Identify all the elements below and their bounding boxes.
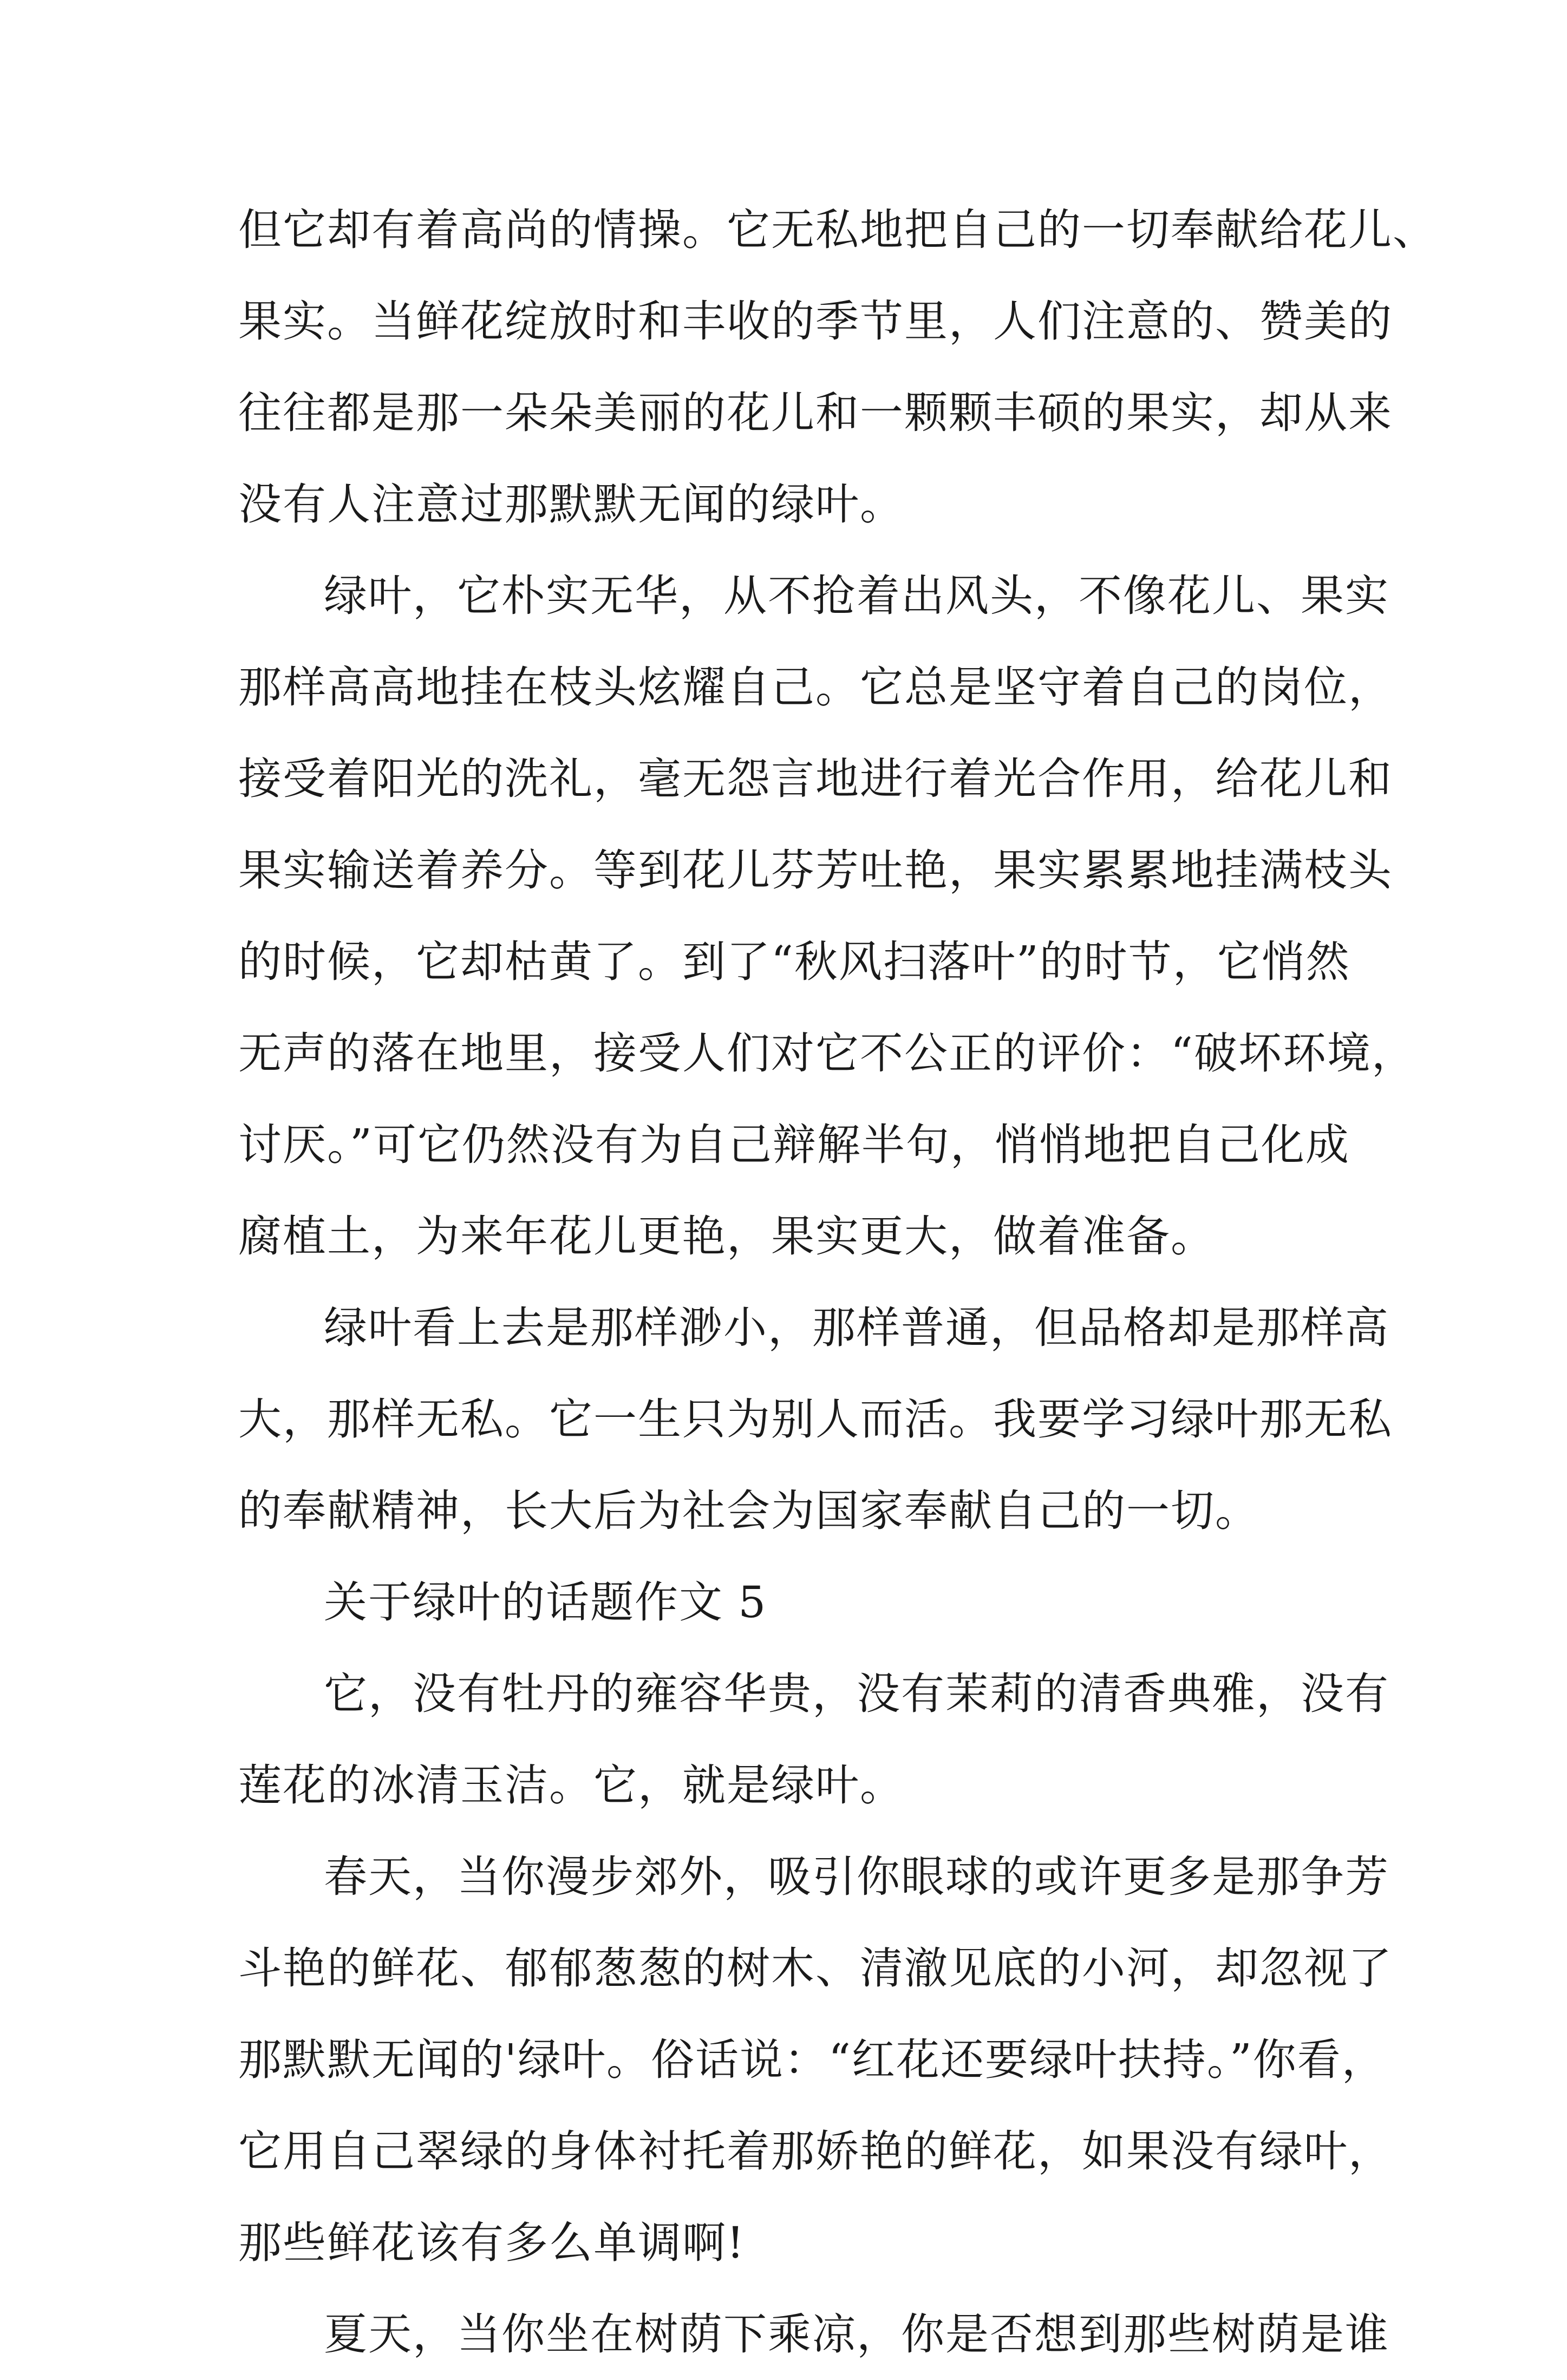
text-line: 绿叶，它朴实无华，从不抢着出风头，不像花儿、果实: [324, 571, 1389, 621]
text-line: 接受着阳光的洗礼，毫无怨言地进行着光合作用，给花儿和: [238, 754, 1393, 804]
text-line: 的时候，它却枯黄了。到了“秋风扫落叶”的时节，它悄然: [238, 937, 1350, 987]
text-line: 往往都是那一朵朵美丽的花儿和一颗颗丰硕的果实，却从来: [238, 388, 1393, 438]
text-line: 没有人注意过那默默无闻的绿叶。: [238, 479, 904, 529]
text-line: 果实输送着养分。等到花儿芬芳吐艳，果实累累地挂满枝头: [238, 845, 1393, 895]
text-line: 那样高高地挂在枝头炫耀自己。它总是坚守着自己的岗位，: [238, 662, 1393, 712]
text-line: 的奉献精神，长大后为社会为国家奉献自己的一切。: [238, 1486, 1259, 1536]
text-line: 讨厌。”可它仍然没有为自己辩解半句，悄悄地把自己化成: [238, 1120, 1350, 1170]
text-line: 莲花的冰清玉洁。它，就是绿叶。: [238, 1760, 904, 1810]
text-line: 那些鲜花该有多么单调啊!: [238, 2218, 746, 2268]
text-line: 果实。当鲜花绽放时和丰收的季节里，人们注意的、赞美的: [238, 296, 1393, 346]
text-line: 绿叶看上去是那样渺小，那样普通，但品格却是那样高: [324, 1303, 1389, 1353]
text-line: 斗艳的鲜花、郁郁葱葱的树木、清澈见底的小河，却忽视了: [238, 1943, 1393, 1993]
text-line: 它用自己翠绿的身体衬托着那娇艳的鲜花，如果没有绿叶，: [238, 2126, 1393, 2176]
text-line: 大，那样无私。它一生只为别人而活。我要学习绿叶那无私: [238, 1394, 1393, 1444]
text-line: 那默默无闻的'绿叶。俗话说：“红花还要绿叶扶持。”你看，: [238, 2035, 1386, 2085]
text-line: 无声的落在地里，接受人们对它不公正的评价：“破坏环境，: [238, 1028, 1416, 1078]
text-line: 但它却有着高尚的情操。它无私地把自己的一切奉献给花儿、: [238, 205, 1437, 255]
text-line: 春天，当你漫步郊外，吸引你眼球的或许更多是那争芳: [324, 1852, 1389, 1902]
document-body: [238, 184, 1437, 2380]
text-line: 腐植土，为来年花儿更艳，果实更大，做着准备。: [238, 1211, 1215, 1261]
text-line: 夏天，当你坐在树荫下乘凉，你是否想到那些树荫是谁: [324, 2309, 1389, 2359]
text-line: 它，没有牡丹的雍容华贵，没有茉莉的清香典雅，没有: [324, 1669, 1389, 1719]
text-line: 关于绿叶的话题作文 5: [324, 1577, 767, 1627]
